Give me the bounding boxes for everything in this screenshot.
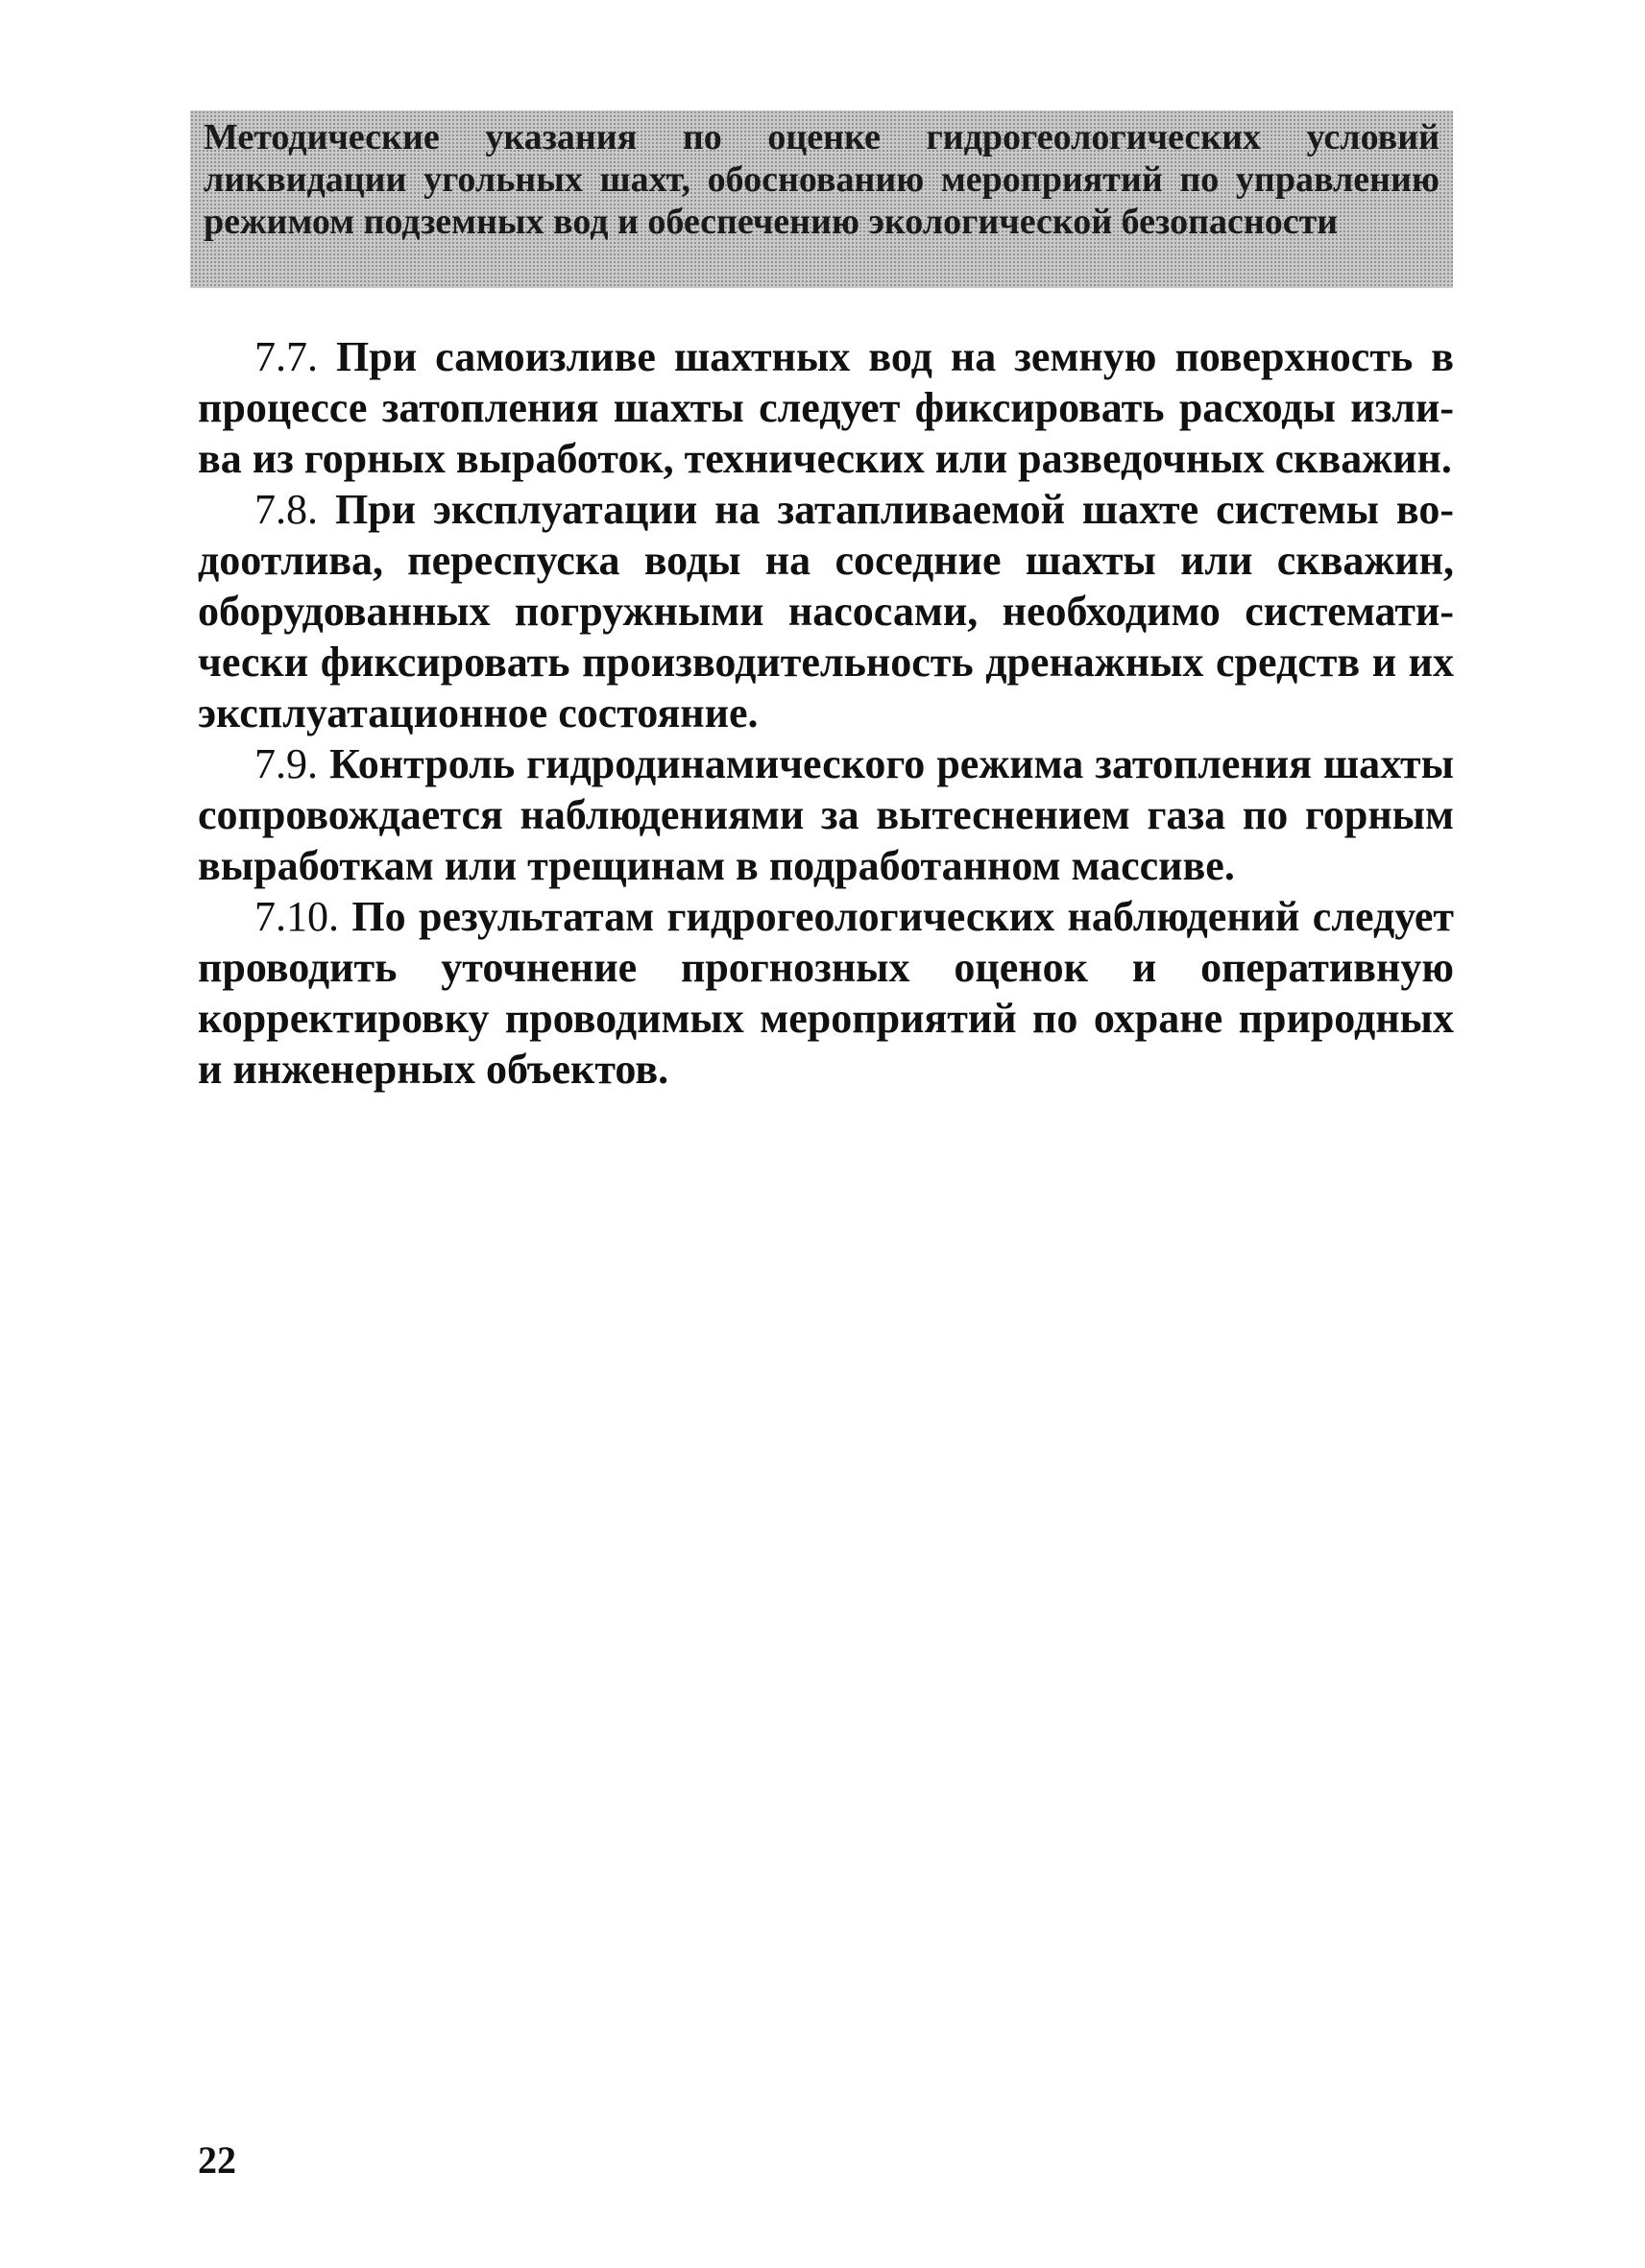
paragraph-7-9 [198,738,1454,891]
paragraph-7-7 [198,331,1454,484]
paragraph-number: 7.8. [254,486,318,533]
paragraph-text: При эксплуатации на затапливаемой шахте системы водоотлива, переспуска воды на соседние шахты или скважин, оборудованных погружными насосами, необходимо систематически фиксировать производительность дренажных средств и их эксплуатационное состояние. [198,486,1454,736]
document-header-title: Методические указания по оценке гидрогеологических условий ликвидации угольных шахт, обоснованию мероприятий по управлению режимом подземных вод и обеспечению экологической безопасности [204,117,1439,242]
paragraph-number: 7.9. [254,740,318,787]
page-number: 22 [198,2138,236,2182]
paragraph-number: 7.10. [254,893,339,940]
document-body [198,331,1454,1095]
paragraph-7-8 [198,484,1454,738]
paragraph-text: При самоизливе шахтных вод на земную поверхность в процессе затопления шахты следует фиксировать расходы излива из горных выработок, технических или разведочных скважин. [198,333,1455,482]
paragraph-text: По результатам гидрогеологических наблюдений следует проводить уточнение прогнозных оценок и оперативную корректировку проводимых мероприятий по охране природных и инженерных объектов. [198,893,1455,1093]
document-header-banner [190,110,1453,288]
paragraph-text: Контроль гидродинамического режима затопления шахты сопровождается наблюдениями за вытеснением газа по горным выработкам или трещинам в подработанном массиве. [198,740,1455,889]
paragraph-7-10 [198,891,1454,1095]
paragraph-number: 7.7. [254,333,318,380]
